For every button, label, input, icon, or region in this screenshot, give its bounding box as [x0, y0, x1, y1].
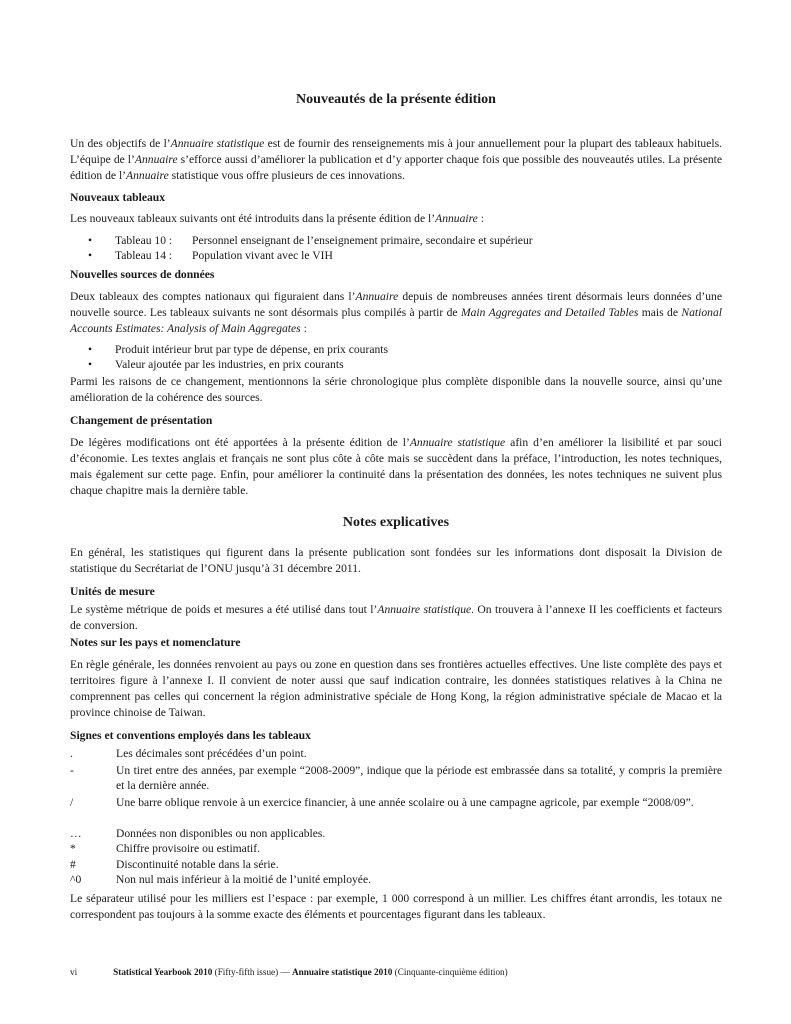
bullet-icon: • — [88, 358, 93, 371]
sign-row — [70, 795, 722, 810]
intro-paragraph — [70, 136, 722, 184]
list-item-label: Tableau 14 : — [115, 249, 173, 262]
sign-text: Une barre oblique renvoie à un exercice financier, à une année scolaire ou à une campagne agricole, par exemple “2008/09”. — [116, 796, 694, 809]
sign-row — [70, 746, 722, 761]
footer-fr-issue: (Cinquante-cinquième édition) — [394, 967, 508, 977]
sign-symbol: * — [70, 842, 76, 855]
sign-row — [70, 872, 722, 887]
section-heading-signes: Signes et conventions employés dans les tableaux — [70, 729, 311, 742]
list-item-text: Valeur ajoutée par les industries, en prix courants — [115, 358, 344, 371]
notes-title: Notes explicatives — [342, 515, 450, 530]
list-item-text: Produit intérieur brut par type de dépense, en prix courants — [115, 343, 389, 356]
text-run-italic: National Accounts Estimates: Analysis of Main Aggregates — [70, 306, 722, 335]
footer-fr-title: Annuaire statistique 2010 — [291, 967, 393, 977]
sign-symbol: - — [70, 764, 74, 777]
text-run: depuis de nombreuses années tirent désormais leurs données d’une nouvelle source. Les tableaux suivants ne sont désormais plus compilés à partir de — [70, 290, 722, 319]
sign-row — [70, 841, 722, 856]
text-run: mais de — [638, 306, 682, 319]
text-run-italic: Annuaire — [435, 212, 478, 225]
notes-intro-paragraph: En général, les statistiques qui figurent dans la présente publication sont fondées sur les informations dont disposait la Division de statistique du Secrétariat de l’ONU jusqu’à 31 décembre 2011. — [70, 546, 722, 575]
list-item — [88, 233, 533, 248]
sign-row — [70, 826, 722, 841]
text-run: s’efforce aussi d’améliorer la publication et d’y apporter chaque fois que possible des nouveautés utiles. La présente édition de l’ — [70, 153, 722, 182]
nouvelles-sources-paragraph — [70, 289, 722, 337]
list-item-text: Population vivant avec le VIH — [192, 249, 333, 262]
list-item — [88, 342, 388, 357]
sign-text: Les décimales sont précédées d’un point. — [116, 747, 307, 760]
list-item-label: Tableau 10 : — [115, 234, 173, 247]
text-run: afin d’en améliorer la lisibilité et par souci d’économie. Les textes anglais et français ne sont plus côte à côte mais se succèdent dans la préface, l’introduction, les notes techniques, mais également sur cette page. Enfin, pour améliorer la continuité dans la présentation des données, les notes techniques ne suivent plus chaque chapitre mais la dernière table. — [70, 436, 722, 497]
list-item-text: Personnel enseignant de l’enseignement primaire, secondaire et supérieur — [192, 234, 533, 247]
sign-text: Données non disponibles ou non applicables. — [116, 827, 326, 840]
text-run: : — [300, 322, 307, 335]
signes-after-paragraph: Le séparateur utilisé pour les milliers est l’espace : par exemple, 1 000 correspond à un millier. Les chiffres étant arrondis, les totaux ne correspondent pas toujours à la somme exacte des éléments et pourcentages figurant dans les tableaux. — [70, 892, 722, 921]
page-number: vi — [70, 967, 78, 977]
text-run: . On trouvera à l’annexe II les coefficients et facteurs de conversion. — [70, 603, 722, 632]
text-run: De légères modifications ont été apportées à la présente édition de l’ — [70, 436, 410, 449]
text-run: : — [477, 212, 484, 225]
sign-row — [70, 763, 722, 793]
footer-dash: — — [280, 967, 290, 977]
pays-paragraph: En règle générale, les données renvoient au pays ou zone en question dans ses frontières actuelles effectives. Une liste complète des pays et territoires figure à l’annexe I. Il convient de noter aussi que sauf indication contraire, les données statistiques relatives à la China ne comprennent pas celles qui concernent la région administrative spéciale de Hong Kong, la région administrative spéciale de Macao et la province chinoise de Taiwan. — [70, 658, 722, 719]
text-run: statistique vous offre plusieurs de ces innovations. — [168, 169, 405, 182]
sign-text: Un tiret entre des années, par exemple “2008-2009”, indique que la période est embrassée dans sa totalité, y compris la première et la dernière année. — [116, 764, 722, 792]
text-run-italic: Annuaire statistique — [409, 436, 506, 449]
text-run-italic: Annuaire statistique — [170, 137, 265, 150]
text-run-italic: Annuaire — [126, 169, 169, 182]
bullet-icon: • — [88, 234, 93, 247]
nouveaux-tableaux-lead — [70, 211, 722, 227]
changement-paragraph — [70, 435, 722, 499]
section-heading-nouvelles-sources: Nouvelles sources de données — [70, 268, 215, 281]
sign-symbol: … — [70, 827, 82, 840]
sign-row — [70, 857, 722, 872]
footer-en-issue: (Fifty-fifth issue) — [214, 967, 279, 977]
list-item — [88, 357, 344, 372]
footer-en-title: Statistical Yearbook 2010 — [113, 967, 213, 977]
sign-symbol: ^0 — [70, 873, 82, 886]
section-heading-nouveaux-tableaux: Nouveaux tableaux — [70, 191, 166, 204]
text-run: est de fournir des renseignements mis à jour annuellement pour la plupart des tableaux habituels. L’équipe de l’ — [70, 137, 722, 166]
section-heading-unites: Unités de mesure — [70, 585, 155, 598]
text-run-italic: Annuaire — [355, 290, 399, 303]
text-run-italic: Annuaire statistique — [377, 603, 472, 616]
sign-symbol: / — [70, 796, 74, 809]
bullet-icon: • — [88, 343, 93, 356]
list-item — [88, 248, 333, 263]
sign-text: Discontinuité notable dans la série. — [116, 858, 279, 871]
text-run: Deux tableaux des comptes nationaux qui figuraient dans l’ — [70, 290, 356, 303]
nouvelles-sources-after: Parmi les raisons de ce changement, mentionnons la série chronologique plus complète disponible dans la nouvelle source, ainsi qu’une amélioration de la cohérence des sources. — [70, 375, 722, 404]
text-run: Un des objectifs de l’ — [70, 137, 171, 150]
section-heading-changement: Changement de présentation — [70, 414, 213, 427]
section-heading-pays: Notes sur les pays et nomenclature — [70, 636, 241, 649]
text-run: Le système métrique de poids et mesures a été utilisé dans tout l’ — [70, 603, 378, 616]
bullet-icon: • — [88, 249, 93, 262]
sign-symbol: # — [70, 858, 76, 871]
page-footer — [70, 967, 508, 977]
text-run-italic: Annuaire — [134, 153, 178, 166]
text-run: Les nouveaux tableaux suivants ont été introduits dans la présente édition de l’ — [70, 212, 436, 225]
sign-text: Chiffre provisoire ou estimatif. — [116, 842, 261, 855]
page-title: Nouveautés de la présente édition — [296, 92, 496, 107]
sign-text: Non nul mais inférieur à la moitié de l’unité employée. — [116, 873, 371, 886]
text-run-italic: Main Aggregates and Detailed Tables — [460, 306, 639, 319]
unites-paragraph — [70, 602, 722, 634]
sign-symbol: . — [70, 747, 73, 760]
